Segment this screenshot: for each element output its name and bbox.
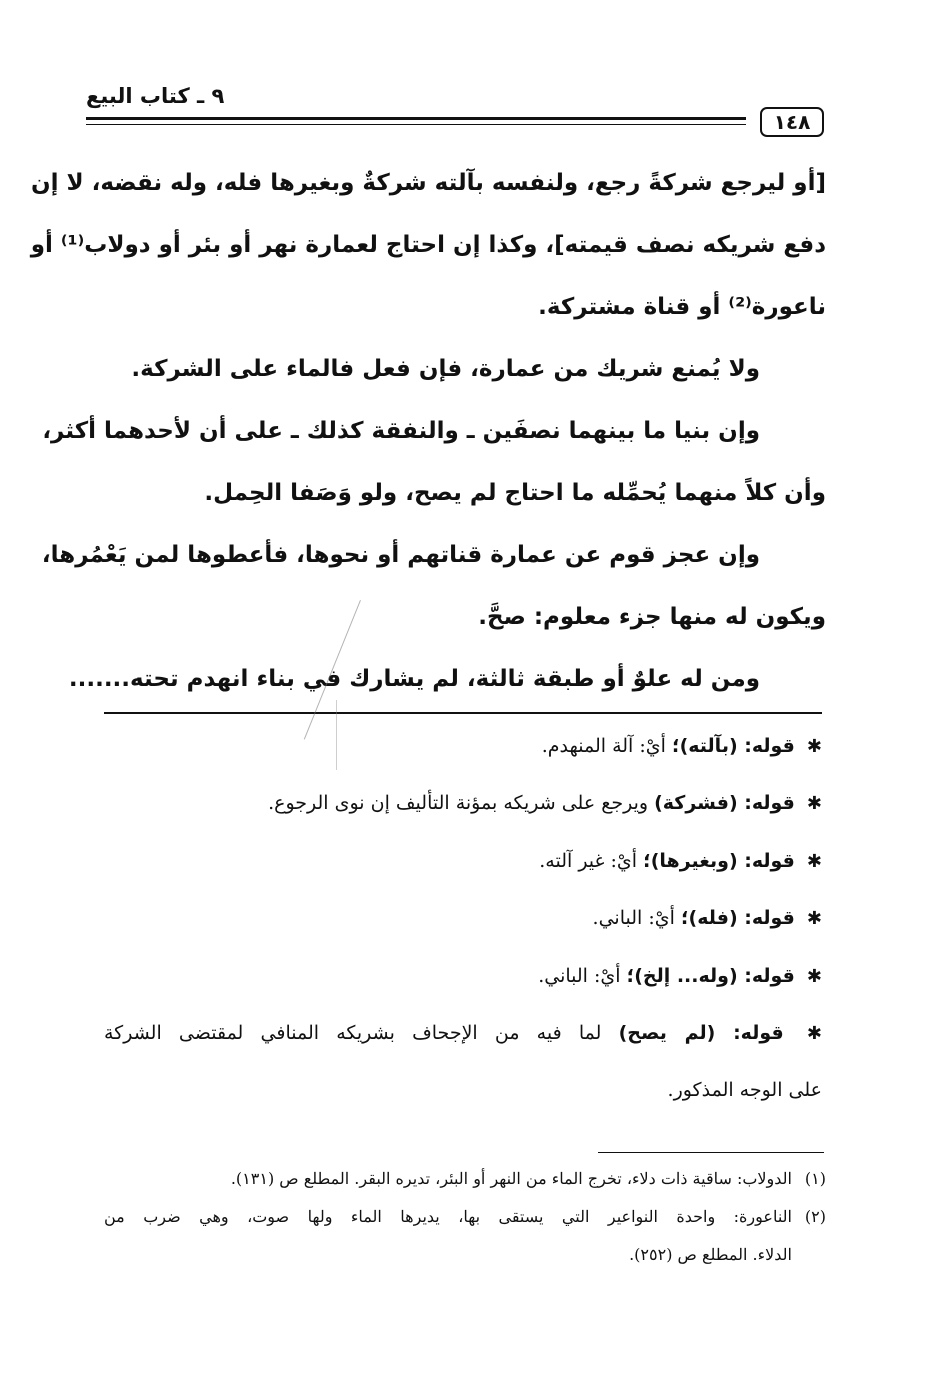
note-text: أيْ: آلة المنهدم. bbox=[541, 735, 666, 757]
commentary bbox=[104, 718, 822, 1120]
main-line: وأن كلاً منهما يُحمِّله ما احتاج لم يصح، ولو وَصَفا الحِمل. bbox=[204, 480, 826, 506]
asterisk-icon: ✱ bbox=[806, 965, 822, 987]
note-label: قوله: (لم يصح) bbox=[618, 1021, 784, 1044]
page-number: ١٤٨ bbox=[760, 107, 824, 137]
note-item bbox=[104, 948, 822, 1005]
main-line: دفع شريكه نصف قيمته]، وكذا إن احتاج لعمارة نهر أو بئر أو دولاب⁽¹⁾ أو bbox=[30, 232, 826, 258]
main-line: ولا يُمنع شريك من عمارة، فإن فعل فالماء على الشركة. bbox=[131, 356, 760, 382]
scan-scratch-mark bbox=[336, 700, 337, 770]
main-line: وإن بنيا ما بينهما نصفَين ـ والنفقة كذلك ـ على أن لأحدهما أكثر، bbox=[42, 418, 760, 444]
note-item bbox=[104, 775, 822, 832]
note-item bbox=[104, 1005, 822, 1062]
footnote-continuation: الدلاء. المطلع ص (٢٥٢). bbox=[629, 1245, 792, 1264]
chapter-title: ٩ ـ كتاب البيع bbox=[86, 84, 225, 108]
main-line: ناعورة⁽²⁾ أو قناة مشتركة. bbox=[538, 294, 826, 320]
main-line: [أو ليرجع شركةً رجع، ولنفسه بآلته شركةٌ وبغيرها فله، وله نقضه، لا إن bbox=[30, 170, 826, 196]
note-label: قوله: (فشركة) bbox=[654, 792, 795, 815]
asterisk-icon: ✱ bbox=[806, 1022, 822, 1044]
footnote-text: الناعورة: واحدة النواعير التي يستقى بها، يديرها الماء ولها صوت، وهي ضرب من bbox=[104, 1207, 792, 1226]
note-text: أيْ: غير آلته. bbox=[539, 849, 638, 872]
note-label: قوله: (وبغيرها)؛ bbox=[643, 849, 795, 872]
section-divider bbox=[104, 712, 822, 714]
footnote bbox=[104, 1160, 826, 1198]
note-text: لما فيه من الإجحاف بشريكه المنافي لمقتضى الشركة bbox=[104, 1021, 602, 1044]
footnote-number: (٢) bbox=[804, 1207, 826, 1226]
note-text: ويرجع على شريكه بمؤنة التأليف إن نوى الرجوع. bbox=[268, 792, 649, 815]
asterisk-icon: ✱ bbox=[806, 736, 822, 757]
footnote-number: (١) bbox=[804, 1169, 826, 1188]
header-rule bbox=[86, 117, 746, 120]
asterisk-icon: ✱ bbox=[806, 850, 822, 872]
note-label: قوله: (وله... إلخ)؛ bbox=[626, 964, 795, 987]
main-line: ومن له علوٌ أو طبقة ثالثة، لم يشارك في بناء انهدم تحته....... bbox=[68, 666, 760, 692]
note-item bbox=[104, 833, 822, 890]
asterisk-icon: ✱ bbox=[806, 908, 822, 930]
header-rule-thin bbox=[86, 124, 746, 125]
note-text: أيْ: الباني. bbox=[538, 964, 621, 987]
footnote-rule bbox=[598, 1152, 824, 1153]
note-continuation: على الوجه المذكور. bbox=[667, 1079, 822, 1102]
footnote bbox=[104, 1198, 826, 1236]
main-line: وإن عجز قوم عن عمارة قناتهم أو نحوها، فأعطوها لمن يَعْمُرها، bbox=[41, 542, 760, 568]
asterisk-icon: ✱ bbox=[806, 793, 822, 815]
footnote-text: الدولاب: ساقية ذات دلاء، تخرج الماء من النهر أو البئر، تديره البقر. المطلع ص (١٣١). bbox=[230, 1169, 792, 1188]
footnotes bbox=[104, 1160, 826, 1274]
note-item bbox=[104, 718, 822, 775]
main-text bbox=[30, 152, 826, 710]
note-label: قوله: (فله)؛ bbox=[680, 907, 795, 930]
note-label: قوله: (بآلته)؛ bbox=[671, 735, 795, 757]
main-line: ويكون له منها جزء معلوم: صحَّ. bbox=[478, 604, 826, 630]
note-item bbox=[104, 890, 822, 947]
note-text: أيْ: الباني. bbox=[592, 907, 675, 930]
